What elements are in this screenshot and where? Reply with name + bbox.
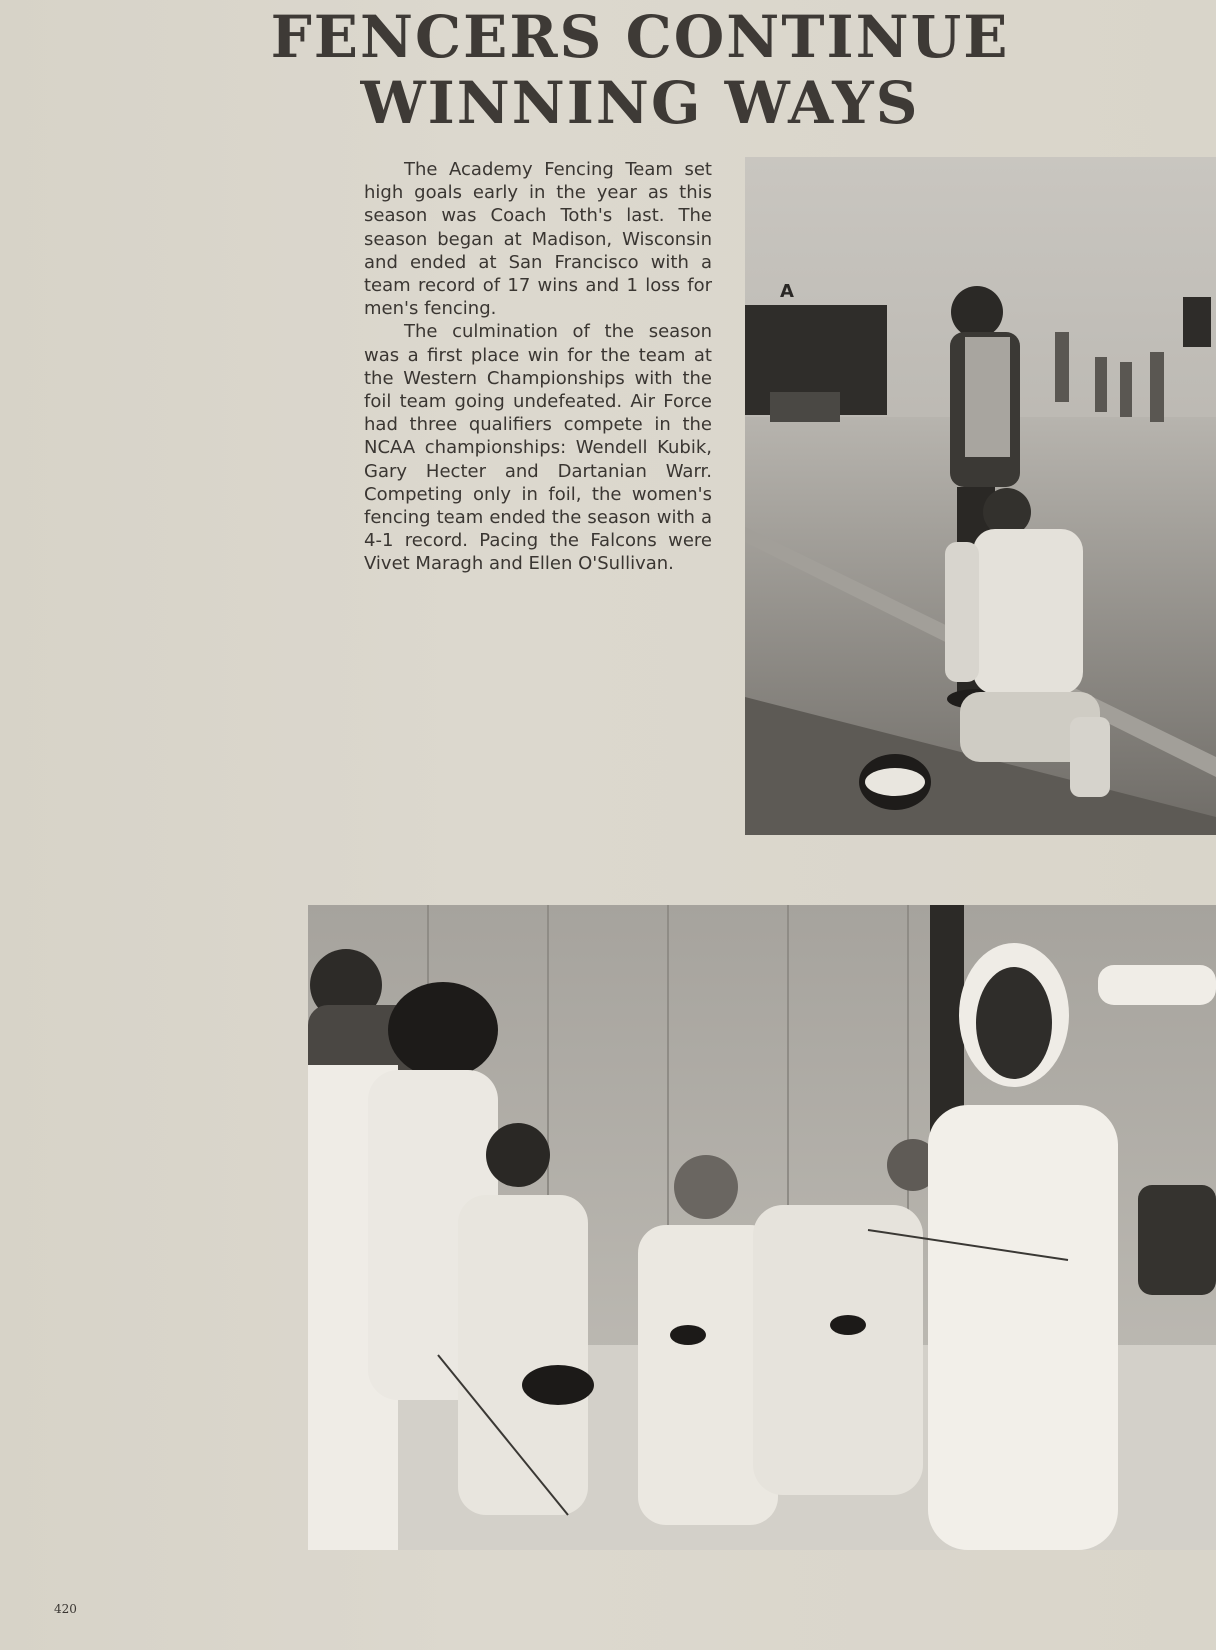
headline: FENCERS CONTINUE WINNING WAYS bbox=[270, 3, 1010, 137]
article-paragraph-2: The culmination of the season was a first place win for the team at the Western Championships with the foil team going undefeated. Air Force had three qualifiers compete in the NCAA championships: Wendell Kubik, Gary Hecter and Dartanian Warr. Competing only in foil, the women's fencing team ended the season with a 4-1 record. Pacing the Falcons were Vivet Maragh and Ellen O'Sullivan. bbox=[364, 321, 712, 575]
strip-letter: A bbox=[780, 281, 794, 302]
photo-womens-fencing-team bbox=[308, 905, 1216, 1550]
photo-womens-fencing-team-image bbox=[308, 905, 1216, 1550]
photo-coach-and-kneeling-fencer bbox=[745, 157, 1216, 835]
article-paragraph-1: The Academy Fencing Team set high goals early in the year as this season was Coach Toth's last. The season began at Madison, Wisconsin and ended at San Francisco with a team record of 17 wins and 1 loss for men's fencing. bbox=[364, 159, 712, 320]
article-body bbox=[364, 158, 712, 576]
photo-coach-and-kneeling-fencer-image bbox=[745, 157, 1216, 835]
page-number: 420 bbox=[54, 1602, 77, 1616]
